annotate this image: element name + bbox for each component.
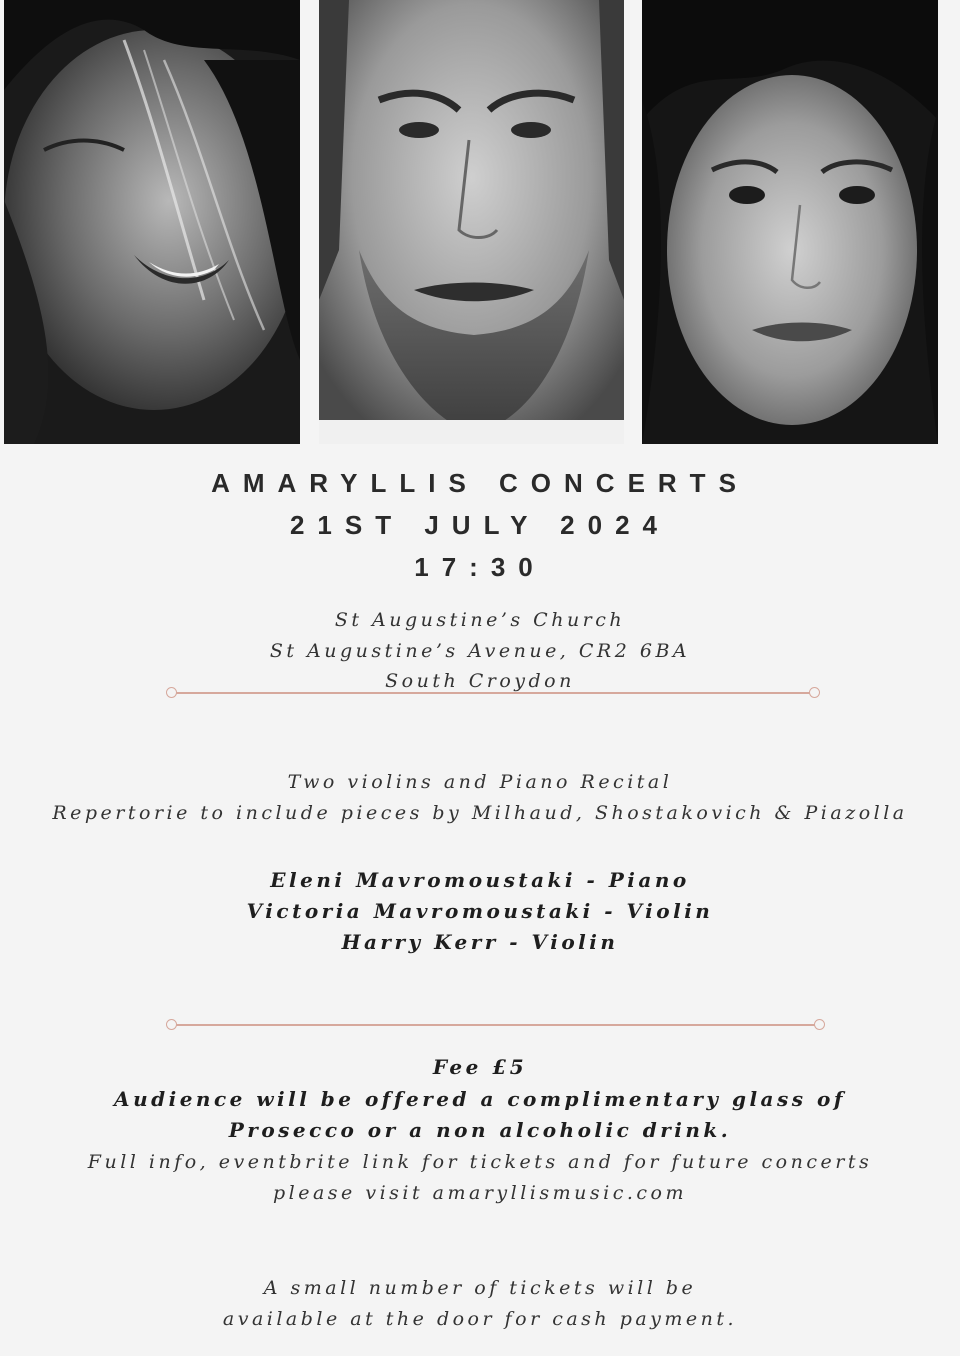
program-repertoire: Repertorie to include pieces by Milhaud, Shostakovich & Piazolla bbox=[52, 802, 908, 824]
fee-price: Fee £5 bbox=[432, 1055, 528, 1079]
fee-offer: Prosecco or a non alcoholic drink. bbox=[228, 1118, 732, 1142]
photo-violinist-male bbox=[319, 0, 624, 444]
performer-item: Eleni Mavromoustaki - Piano bbox=[270, 868, 690, 892]
fee-offer: Audience will be offered a complimentary glass of bbox=[114, 1087, 846, 1111]
photo-pianist bbox=[4, 0, 300, 444]
divider-bottom bbox=[166, 1019, 825, 1031]
photo-violinist-female bbox=[642, 0, 938, 444]
door-tickets-note: available at the door for cash payment. bbox=[222, 1308, 738, 1330]
event-time: 17:30 bbox=[414, 552, 546, 582]
performer-item: Harry Kerr - Violin bbox=[341, 930, 619, 954]
door-tickets-note: A small number of tickets will be bbox=[263, 1277, 697, 1299]
divider-top bbox=[166, 687, 820, 699]
fee-website: please visit amaryllismusic.com bbox=[273, 1182, 687, 1204]
performer-item: Victoria Mavromoustaki - Violin bbox=[246, 899, 714, 923]
venue-address: St Augustine’s Avenue, CR2 6BA bbox=[269, 640, 691, 662]
event-date: 21ST JULY 2024 bbox=[289, 510, 671, 540]
venue-name: St Augustine’s Church bbox=[334, 609, 626, 631]
venue-area: South Croydon bbox=[385, 670, 575, 692]
program-title: Two violins and Piano Recital bbox=[287, 771, 673, 793]
performer-photos bbox=[0, 0, 960, 444]
event-title: AMARYLLIS CONCERTS bbox=[211, 468, 749, 498]
fee-info: Full info, eventbrite link for tickets and for future concerts bbox=[87, 1151, 873, 1173]
